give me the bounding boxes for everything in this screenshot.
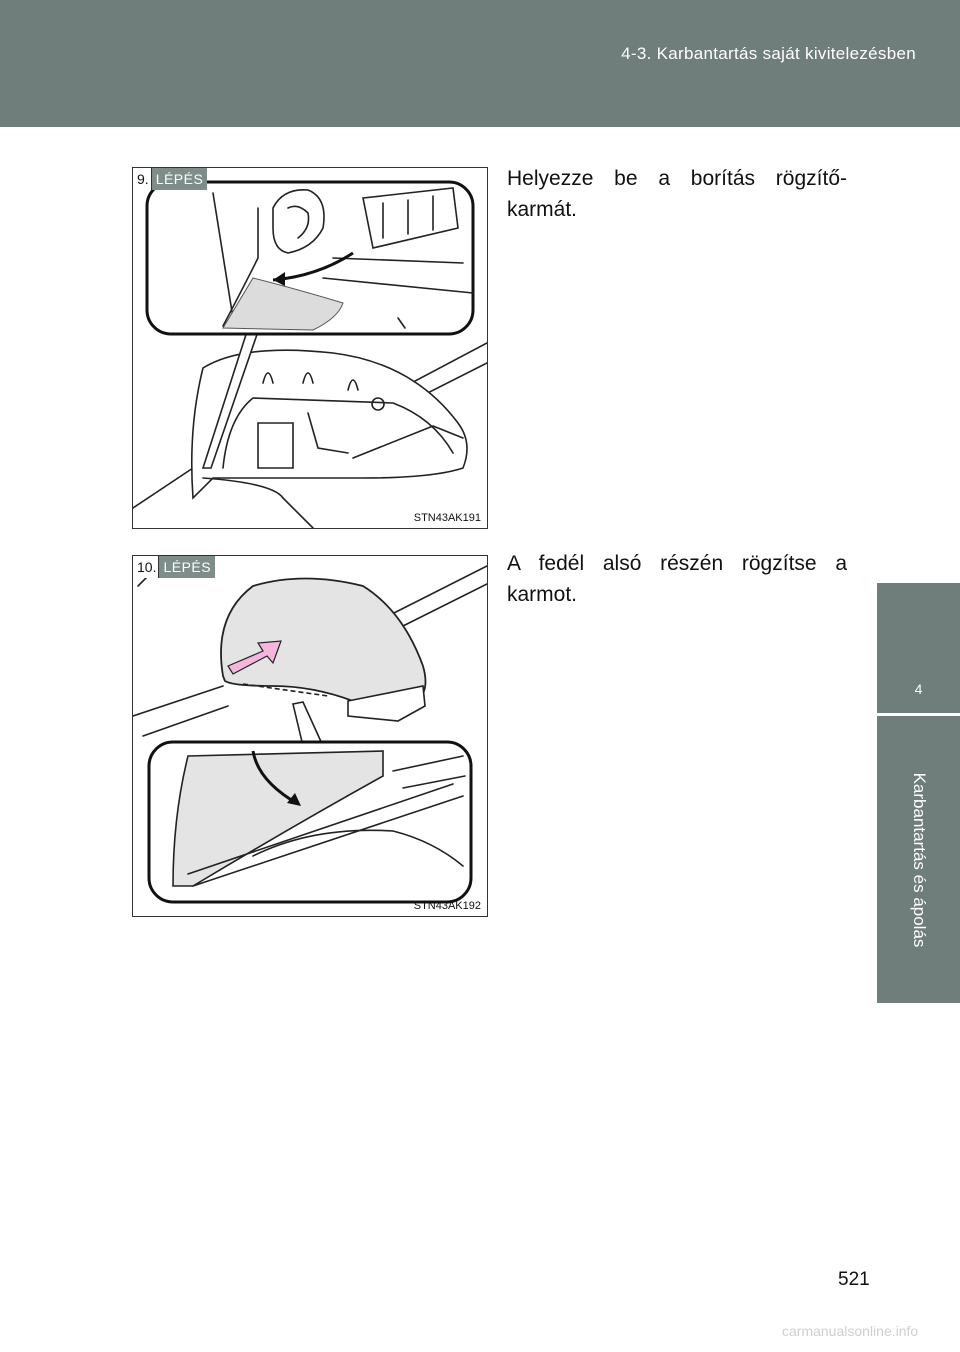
chapter-number-tab [877,583,960,713]
section-title: 4-3. Karbantartás saját kivitelezésben [621,44,916,63]
step-label [133,168,207,190]
figure-code: STN43AK191 [413,512,481,524]
step-number: 10. [133,556,159,578]
chapter-title: Karbantartás és ápolás [909,772,929,947]
step-word: LÉPÉS [159,556,215,578]
step-10-figure [132,555,488,917]
page-number: 521 [838,1269,870,1290]
mirror-cover-illustration [133,556,487,916]
page-header [0,0,960,127]
step-10-description: A fedél alsó részén rögzítse a karmot. [507,552,847,606]
step-9-figure [132,167,488,529]
step-9-description: Helyezze be a borítás rögzítő-karmát. [507,167,847,221]
step-number: 9. [133,168,152,190]
chapter-number: 4 [914,681,923,697]
mirror-clip-illustration [133,168,487,528]
step-word: LÉPÉS [152,168,208,190]
chapter-title-tab [877,716,960,1003]
figure-code: STN43AK192 [413,900,481,912]
step-label [133,556,215,578]
watermark: carmanualsonline.info [782,1323,919,1339]
